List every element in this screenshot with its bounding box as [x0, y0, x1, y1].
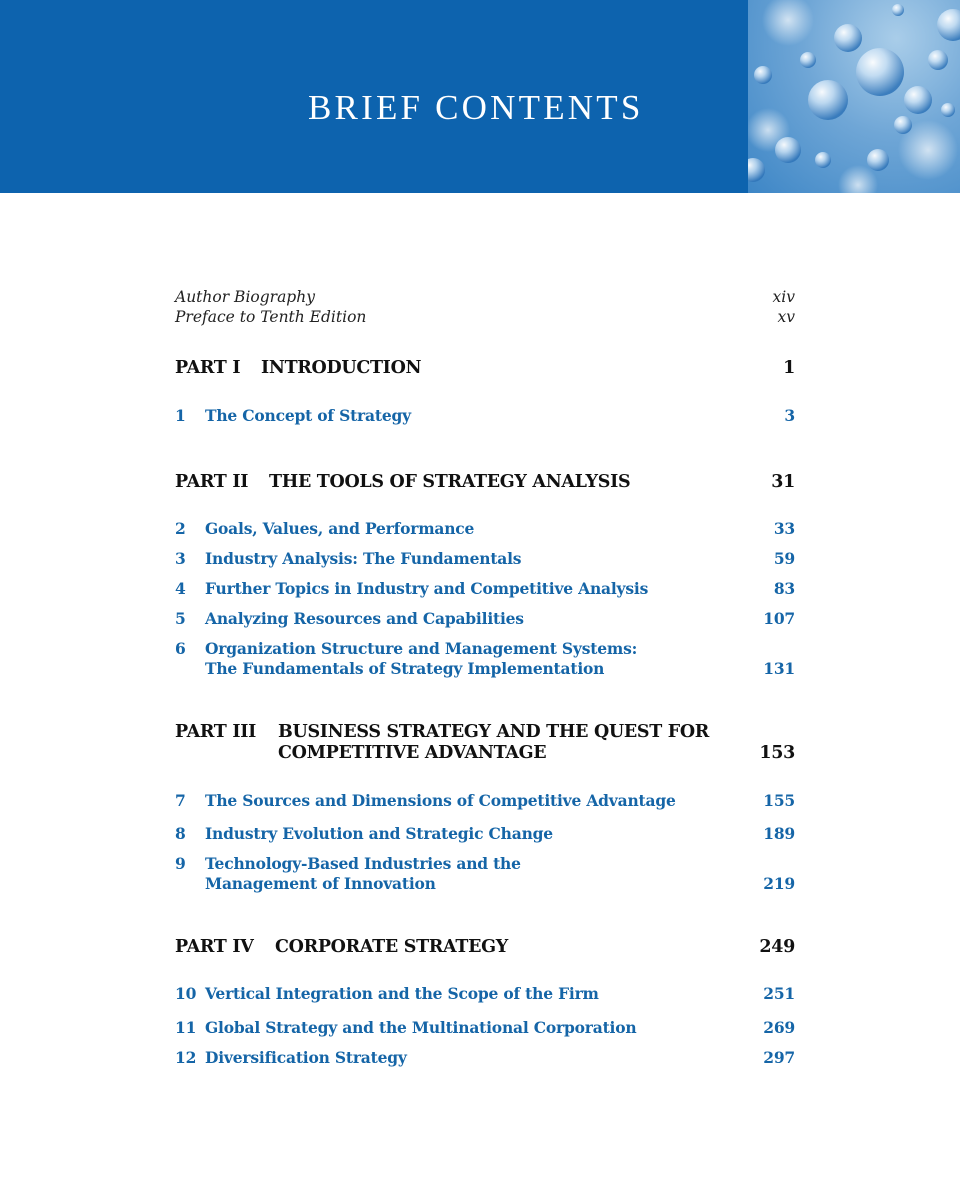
chapter-title: Industry Evolution and Strategic Change — [205, 824, 553, 843]
part-title: INTRODUCTION — [261, 358, 422, 378]
chapter-page: 83 — [773, 579, 795, 598]
toc-chapter-6[interactable] — [175, 639, 795, 679]
chapter-page: 219 — [763, 874, 795, 893]
chapter-title: Goals, Values, and Performance — [205, 519, 475, 538]
chapter-title: Further Topics in Industry and Competitive Analysis — [205, 579, 649, 598]
chapter-title-line-1: Technology-Based Industries and the — [205, 854, 521, 873]
chapter-number: 8 — [175, 824, 186, 843]
header-banner — [0, 0, 748, 193]
chapter-page: 3 — [784, 406, 795, 425]
chapter-page: 59 — [773, 549, 795, 568]
chapter-number: 3 — [175, 549, 186, 568]
part-title-line-1: BUSINESS STRATEGY AND THE QUEST FOR — [278, 722, 710, 742]
part-title-line-2: COMPETITIVE ADVANTAGE — [278, 743, 547, 763]
water-droplets-image — [748, 0, 960, 193]
chapter-page: 189 — [763, 824, 795, 843]
toc-entry-preface[interactable] — [175, 307, 795, 327]
chapter-title: Industry Analysis: The Fundamentals — [205, 549, 522, 568]
chapter-title: Analyzing Resources and Capabilities — [205, 609, 524, 628]
chapter-page: 131 — [763, 659, 795, 678]
chapter-title: Diversification Strategy — [205, 1048, 407, 1067]
chapter-page: 107 — [763, 609, 795, 628]
chapter-title: The Concept of Strategy — [205, 406, 411, 425]
chapter-number: 7 — [175, 791, 186, 810]
entry-title: Author Biography — [175, 288, 315, 306]
chapter-page: 33 — [773, 519, 795, 538]
chapter-title-line-1: Organization Structure and Management Systems: — [205, 639, 638, 658]
part-title: THE TOOLS OF STRATEGY ANALYSIS — [269, 472, 631, 492]
chapter-number: 9 — [175, 854, 186, 873]
part-title: CORPORATE STRATEGY — [275, 937, 508, 957]
chapter-title: Vertical Integration and the Scope of the Firm — [205, 984, 599, 1003]
part-page: 31 — [771, 472, 795, 492]
chapter-number: 2 — [175, 519, 186, 538]
chapter-page: 251 — [763, 984, 795, 1003]
chapter-title: The Sources and Dimensions of Competitive Advantage — [205, 791, 676, 810]
part-page: 153 — [759, 743, 795, 763]
part-label: PART III — [175, 722, 256, 742]
part-label: PART IV — [175, 937, 254, 957]
toc-entry-author-biography[interactable] — [175, 287, 795, 307]
chapter-number: 1 — [175, 406, 186, 425]
part-page: 1 — [783, 358, 795, 378]
part-label: PART I — [175, 358, 241, 378]
toc-chapter-9[interactable] — [175, 854, 795, 894]
entry-title: Preface to Tenth Edition — [175, 308, 367, 326]
chapter-number: 6 — [175, 639, 186, 658]
chapter-title-line-2: The Fundamentals of Strategy Implementation — [205, 659, 605, 678]
chapter-number: 5 — [175, 609, 186, 628]
toc-part-3[interactable] — [175, 722, 795, 764]
chapter-number: 4 — [175, 579, 186, 598]
chapter-page: 269 — [763, 1018, 795, 1037]
chapter-title: Global Strategy and the Multinational Corporation — [205, 1018, 637, 1037]
entry-page: xiv — [772, 288, 795, 306]
part-label: PART II — [175, 472, 249, 492]
chapter-number: 12 — [175, 1048, 197, 1067]
part-page: 249 — [759, 937, 795, 957]
chapter-number: 11 — [175, 1018, 197, 1037]
entry-page: xv — [777, 308, 795, 326]
chapter-page: 297 — [763, 1048, 795, 1067]
chapter-page: 155 — [763, 791, 795, 810]
chapter-number: 10 — [175, 984, 197, 1003]
chapter-title-line-2: Management of Innovation — [205, 874, 436, 893]
droplets-illustration — [748, 0, 960, 193]
page-title: BRIEF CONTENTS — [308, 88, 644, 127]
